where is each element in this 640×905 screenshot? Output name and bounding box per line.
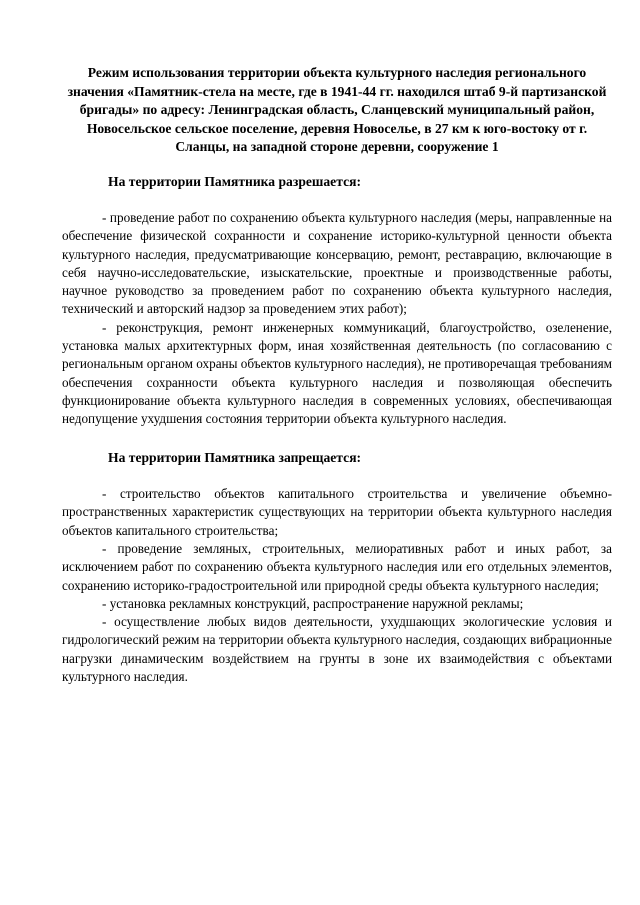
- prohibited-heading: На территории Памятника запрещается:: [108, 449, 362, 465]
- prohibited-item: - проведение земляных, строительных, мелиоративных работ и иных работ, за исключением работ по сохранению объекта культурного наследия или его отдельных элементов, сохранению историко-градостроительной или природной среды объекта культурного наследия;: [62, 540, 612, 593]
- document-page: [62, 64, 612, 706]
- prohibited-item: - осуществление любых видов деятельности, ухудшающих экологические условия и гидрологический режим на территории объекта культурного наследия, создающих вибрационные нагрузки динамическим воздействием на грунты в зоне их взаимодействия с объектами культурного наследия.: [62, 614, 612, 685]
- allowed-heading: На территории Памятника разрешается:: [108, 173, 361, 189]
- prohibited-item: - установка рекламных конструкций, распространение наружной рекламы;: [102, 595, 524, 611]
- prohibited-section: [62, 449, 612, 687]
- allowed-section: [62, 173, 612, 429]
- allowed-item: - реконструкция, ремонт инженерных коммуникаций, благоустройство, озеленение, установка малых архитектурных форм, иная хозяйственная деятельность (по согласованию с региональным органом охраны объектов культурного наследия), не противоречащая требованиям обеспечения сохранности объекта культурного наследия и позволяющая обеспечить функционирование объекта культурного наследия в современных условиях, обеспечивающая недопущение ухудшения состояния территории объекта культурного наследия.: [62, 319, 612, 427]
- allowed-item: - проведение работ по сохранению объекта культурного наследия (меры, направленные на обеспечение физической сохранности и сохранение историко-культурной ценности объекта культурного наследия, предусматривающие консервацию, ремонт, реставрацию, включающие в себя научно-исследовательские, изыскательские, проектные и производственные работы, научное руководство за проведением работ по сохранению объекта культурного наследия, технический и авторский надзор за проведением этих работ);: [62, 210, 612, 317]
- prohibited-item: - строительство объектов капитального строительства и увеличение объемно-пространственных характеристик существующих на территории объекта культурного наследия объектов капитального строительства;: [62, 486, 612, 538]
- document-title: Режим использования территории объекта культурного наследия регионального значения «Памятник-стела на месте, где в 1941-44 гг. находился штаб 9-й партизанской бригады» по адресу: Ленинградская область, Сланцевский муниципальный район, Новосельское сельское поселение, деревня Новоселье, в 27 км к юго-востоку от г. Сланцы, на западной стороне деревни, сооружение 1: [67, 65, 607, 154]
